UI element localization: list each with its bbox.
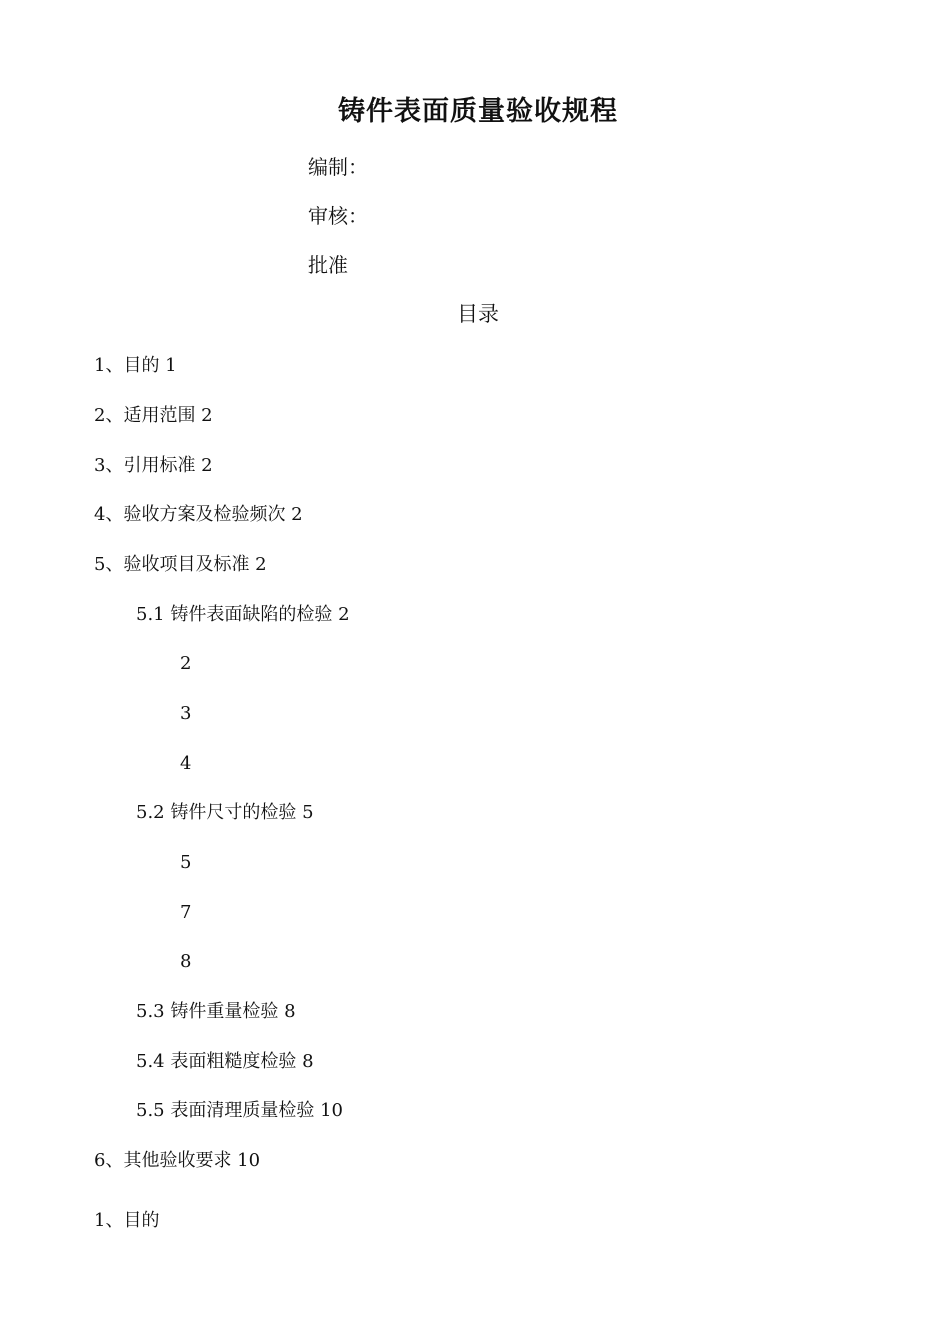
approved-by-label: 批准 <box>308 253 348 277</box>
section-heading-purpose: 1、目的 <box>94 1210 160 1231</box>
toc-entry-dimensions: 5.2 铸件尺寸的检验 5 <box>136 802 314 823</box>
toc-entry-page-number: 3 <box>180 703 192 724</box>
toc-heading: 目录 <box>457 302 499 326</box>
toc-entry-weight: 5.3 铸件重量检验 8 <box>136 1001 296 1022</box>
toc-entry-cleaning: 5.5 表面清理质量检验 10 <box>136 1100 343 1121</box>
toc-entry-page-number: 2 <box>180 653 192 674</box>
toc-entry-page-number: 5 <box>180 852 192 873</box>
toc-entry-page-number: 8 <box>180 951 192 972</box>
reviewed-by-label: 审核： <box>308 204 368 228</box>
toc-entry-other-requirements: 6、其他验收要求 10 <box>94 1150 261 1171</box>
toc-entry-purpose: 1、目的 1 <box>94 355 177 376</box>
toc-entry-acceptance-plan: 4、验收方案及检验频次 2 <box>94 504 303 525</box>
toc-entry-references: 3、引用标准 2 <box>94 455 213 476</box>
toc-entry-scope: 2、适用范围 2 <box>94 405 213 426</box>
document-title: 铸件表面质量验收规程 <box>338 96 618 127</box>
toc-entry-roughness: 5.4 表面粗糙度检验 8 <box>136 1051 314 1072</box>
prepared-by-label: 编制： <box>308 155 368 179</box>
toc-entry-page-number: 4 <box>180 753 192 774</box>
toc-entry-acceptance-items: 5、验收项目及标准 2 <box>94 554 267 575</box>
toc-entry-page-number: 7 <box>180 902 192 923</box>
toc-entry-surface-defects: 5.1 铸件表面缺陷的检验 2 <box>136 604 350 625</box>
